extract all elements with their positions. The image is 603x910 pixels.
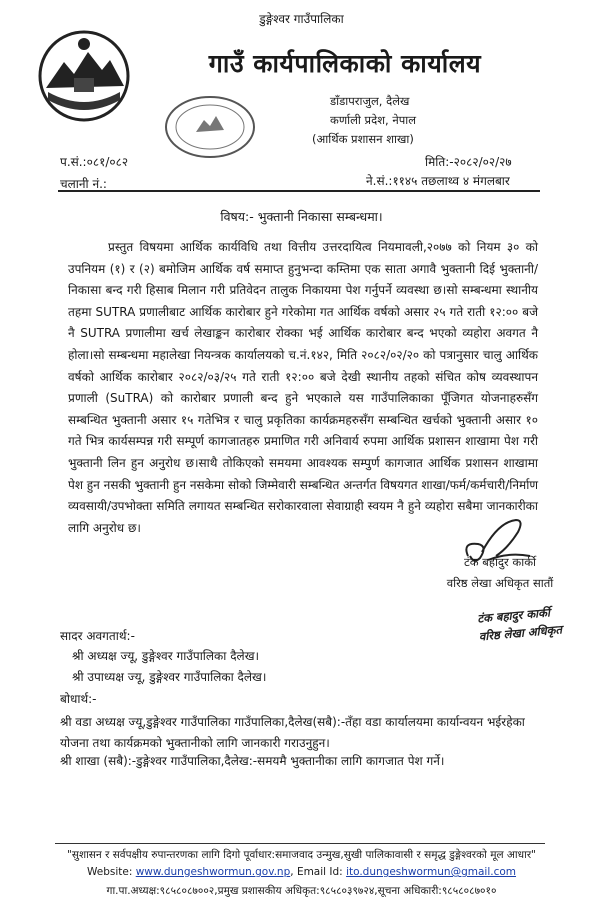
- footer-divider: [55, 843, 545, 844]
- letter-body: प्रस्तुत विषयमा आर्थिक कार्यविधि तथा वित्तीय उत्तरदायित्व नियमावली,२०७७ को नियम ३० को उपनियम (१) र (२) बमोजिम आर्थिक वर्ष समाप्त हुनुभन्दा कम्तिमा एक साता अगावै भुक्तानी दिई भुक्तानी/निकासा बन्द गरी हिसाब मिलान गरी प्रतिवेदन तालुक निकायमा पेश गर्नुपर्ने व्यवस्था छ।सो सम्बन्धमा स्थानीय तहमा SUTRA प्रणालीबाट आर्थिक कारोबार हुने गरेकोमा गत आर्थिक वर्षको असार २५ गते राती १२:०० बजे नै SUTRA प्रणालीमा खर्च लेखाङ्कन कारोबार रोक्का भई आर्थिक कारोबार बन्द भएको व्यहोरा अवगत नै होला।सो सम्बन्धमा महालेखा नियन्त्रक कार्यालयको च.नं.१४२, मिति २०८२/०२/२० को पत्रानुसार चालु आर्थिक वर्षको आर्थिक कारोबार २०८२/०३/२५ गते राती १२:०० बजे देखी स्थानीय तहको संचित कोष व्यवस्थापन प्रणाली (SuTRA) को कारोबार प्रणाली बन्द हुने भएकाले यस गाउँपालिकाका पूँजिगत योजनाहरुसँग सम्बन्धित भुक्तानी असार १५ गतेभित्र र चालु प्रकृतिका कार्यक्रमहरुसँग सम्बन्धित खर्चको भुक्तानी असार १० गते भित्र कार्यसम्पन्न गरी सम्पूर्ण कागजातहरु प्रमाणित गरी अनिवार्य रुपमा आर्थिक प्रशासन शाखामा पेश गरी भुक्तानी लिन हुन अनुरोध छ।साथै तोकिएको समयमा आवश्यक सम्पुर्ण कागजात आर्थिक प्रशासन शाखामा पेश हुन नसकी भुक्तानी हुन नसकेमा सोको जिम्मेवारी सम्बन्धित अन्तर्गत विषयगत शाखा/फर्म/कर्मचारी/निर्माण व्यवसायी/उपभोक्ता समिति लगायत सम्बन्धित सरोकारवाला सेवाग्राही स्वयम नै हुने व्यहोरा सबैमा जानकारीका लागि अनुरोध छ।: [68, 240, 538, 535]
- municipality-name: डुङ्गेश्वर गाउँपालिका: [259, 12, 344, 26]
- header-divider: [58, 190, 540, 192]
- signatory-designation: वरिष्ठ लेखा अधिकृत सातौं: [446, 576, 554, 590]
- office-title: गाउँ कार्यपालिकाको कार्यालय: [208, 49, 482, 78]
- sader-item-1: श्री अध्यक्ष ज्यू, डुङ्गेश्वर गाउँपालिका दैलेख।: [72, 649, 260, 663]
- letter-date: [425, 153, 512, 170]
- bodhartha-item-1: श्री वडा अध्यक्ष ज्यू,डुङ्गेश्वर गाउँपालिका गाउँपालिका,दैलेख(सबै):-तँहा वडा कार्यालयमा कार्यान्वयन भईरहेका योजना तथा कार्यक्रमको भुक्तानीको लागि जानकारी गराउनुहुन।: [60, 715, 525, 750]
- stamp-designation: वरिष्ठ लेखा अधिकृत: [478, 622, 563, 644]
- bodhartha-label: बोधार्थ:-: [60, 692, 97, 706]
- date-value: २०८२/०२/२७: [453, 155, 512, 169]
- signature-block: [420, 555, 580, 591]
- nepal-sambat-date: ने.सं.:११४५ तछलाथ्व ४ मंगलबार: [366, 174, 510, 188]
- signatory-name: टंक बहादुर कार्की: [463, 555, 537, 569]
- sader-label: सादर अवगतार्थ:-: [60, 629, 135, 643]
- ps-value: ०८१/०८२: [86, 155, 129, 169]
- address-line-2: कर्णाली प्रदेश, नेपाल: [330, 113, 417, 127]
- letter-subject: विषय:- भुक्तानी निकासा सम्बन्धमा।: [220, 209, 383, 224]
- footer-contacts: गा.पा.अध्यक्ष:९८५८०८७००२,प्रमुख प्रशासकीय अधिकृत:९८५८०३९७२४,सूचना अधिकारी:९८५८०८७०१०: [106, 885, 497, 897]
- section-name: (आर्थिक प्रशासन शाखा): [312, 132, 414, 146]
- name-stamp: [477, 602, 563, 645]
- website-label: Website:: [86, 866, 133, 878]
- stamp-name: टंक बहादुर कार्की: [476, 605, 551, 626]
- website-link[interactable]: www.dungeshwormun.gov.np: [135, 866, 291, 878]
- footer-slogan: "सुशासन र सर्वपक्षीय रुपान्तरणका लागि दिगो पूर्वाधार:समाजवाद उन्मुख,सुखी पालिकावासी र समृद्ध डुङ्गेश्वरको मूल आधार": [67, 849, 536, 861]
- nepal-emblem-logo: [30, 26, 138, 126]
- ps-label: प.सं.:: [60, 155, 87, 169]
- address-line-1: डाँडापराजुल, दैलेख: [330, 94, 410, 108]
- date-label: मिति:-: [425, 155, 454, 169]
- reference-number: [60, 153, 128, 170]
- bodhartha-item-2: श्री शाखा (सबै):-डुङ्गेश्वर गाउँपालिका,दैलेख:-समयमै भुक्तानीका लागि कागजात पेश गर्ने।: [60, 754, 445, 768]
- office-stamp: [160, 92, 260, 162]
- email-label: Email Id:: [296, 866, 343, 878]
- sader-item-2: श्री उपाध्यक्ष ज्यू, डुङ्गेश्वर गाउँपालिका दैलेख।: [72, 670, 267, 684]
- email-link[interactable]: ito.dungeshwormun@gmail.com: [346, 866, 517, 878]
- chalani-number: चलानी नं.:: [60, 177, 107, 191]
- footer-web-email: Website: www.dungeshwormun.gov.np, Email Id: ito.dungeshwormun@gmail.com: [86, 866, 517, 878]
